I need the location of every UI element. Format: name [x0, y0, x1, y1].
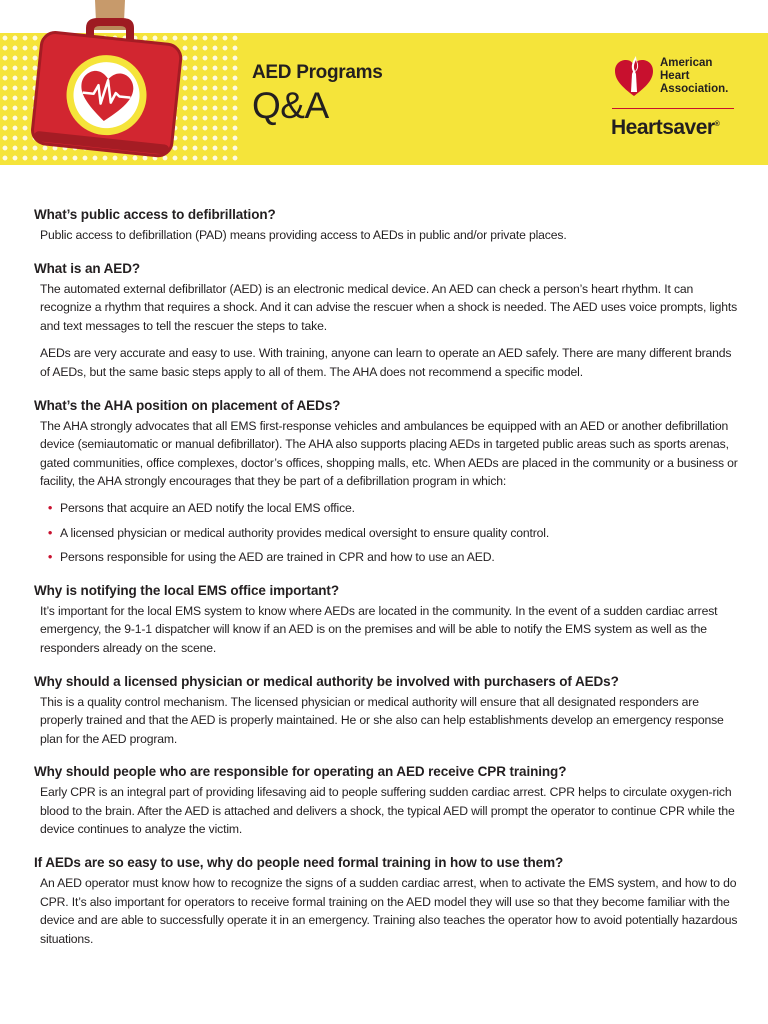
aha-wordmark — [660, 57, 728, 96]
qa-content — [34, 206, 738, 963]
list-item — [48, 499, 738, 518]
bullet-icon: • — [48, 550, 53, 565]
question-heading: If AEDs are so easy to use, why do people need formal training in how to use them? — [34, 855, 564, 871]
question-heading: What’s public access to defibrillation? — [34, 207, 276, 222]
title-block — [252, 62, 383, 124]
document-subtitle: AED Programs — [252, 62, 383, 83]
question-heading: What is an AED? — [34, 260, 141, 276]
list-item-text: Persons that acquire an AED notify the local EMS office. — [60, 500, 355, 515]
qa-section — [34, 260, 738, 382]
aed-case-illustration — [0, 0, 240, 165]
qa-section — [34, 763, 738, 839]
answer-paragraph: It’s important for the local EMS system to know where AEDs are located in the community. In the event of a sudden cardiac arrest emergency, the 9-1-1 dispatcher will know if an AED is on the premises and will be able to notify the EMS system as well as the responders already on the scene. — [40, 603, 718, 655]
logo-divider — [612, 108, 734, 109]
document-title: Q&A — [252, 85, 329, 126]
heartsaver-text: Heartsaver — [611, 116, 715, 139]
aha-wordmark-line2: Heart — [660, 70, 690, 82]
bullet-icon: • — [48, 525, 53, 540]
qa-section — [34, 206, 738, 245]
list-item — [48, 524, 738, 543]
list-item-text: Persons responsible for using the AED are trained in CPR and how to use an AED. — [60, 550, 495, 565]
question-heading: What’s the AHA position on placement of AEDs? — [34, 397, 341, 413]
answer-paragraph: Public access to defibrillation (PAD) means providing access to AEDs in public and/or private places. — [40, 228, 567, 242]
qa-section — [34, 854, 738, 948]
answer-paragraph: The AHA strongly advocates that all EMS first-response vehicles and ambulances be equipped with an AED or another defibrillation device (semiautomatic or manual defibrillator). The AHA also supports placing AEDs in targeted public areas such as sports arenas, gated communities, office complexes, doctor’s offices, shopping malls, etc. When AEDs are placed in the community or a business or facility, the AHA strongly encourages that they be part of a defibrillation program in which: — [40, 418, 738, 489]
answer-paragraph: Early CPR is an integral part of providing lifesaving aid to people suffering sudden cardiac arrest. CPR helps to circulate oxygen-rich blood to the brain. After the AED is attached and delivers a shock, the typical AED will prompt the operator to continue CPR while the device continues to analyze the victim. — [40, 785, 735, 837]
qa-section — [34, 397, 738, 567]
question-heading: Why is notifying the local EMS office important? — [34, 582, 339, 598]
answer-paragraph: This is a quality control mechanism. The licensed physician or medical authority will ensure that all designated responders are properly trained and that the AED is properly maintained. He or she also can help establishments develop an emergency response plan for the AED program. — [40, 694, 724, 746]
qa-section — [34, 673, 738, 749]
heartsaver-brand — [611, 116, 719, 140]
qa-section — [34, 582, 738, 658]
registered-mark: ® — [714, 121, 720, 128]
answer-paragraph: The automated external defibrillator (AED) is an electronic medical device. An AED can check a person’s heart rhythm. It can recognize a rhythm that requires a shock. And it can advise the rescuer when a shock is needed. The AED uses voice prompts, lights and text messages to tell the rescuer the steps to take. — [40, 281, 738, 333]
answer-paragraph: AEDs are very accurate and easy to use. With training, anyone can learn to operate an AED safely. There are many different brands of AEDs, but the same basic steps apply to all of them. The AHA does not recommend a specific model. — [40, 346, 732, 379]
list-item-text: A licensed physician or medical authority provides medical oversight to ensure quality control. — [60, 525, 550, 540]
answer-paragraph: An AED operator must know how to recognize the signs of a sudden cardiac arrest, when to activate the EMS system, and how to do CPR. It’s also important for operators to receive formal training on the AED model they will use so that they become familiar with the device and are able to successfully operate it in an emergency. Training also teaches the operator how to avoid potentially hazardous situations. — [40, 876, 738, 946]
bullet-icon: • — [48, 500, 53, 515]
question-heading: Why should people who are responsible for operating an AED receive CPR training? — [34, 764, 567, 780]
aha-wordmark-line3: Association. — [660, 83, 729, 95]
question-heading: Why should a licensed physician or medical authority be involved with purchasers of AEDs? — [34, 673, 619, 689]
aha-wordmark-line1: American — [660, 57, 713, 69]
bullet-list — [48, 499, 738, 567]
list-item — [48, 548, 738, 567]
